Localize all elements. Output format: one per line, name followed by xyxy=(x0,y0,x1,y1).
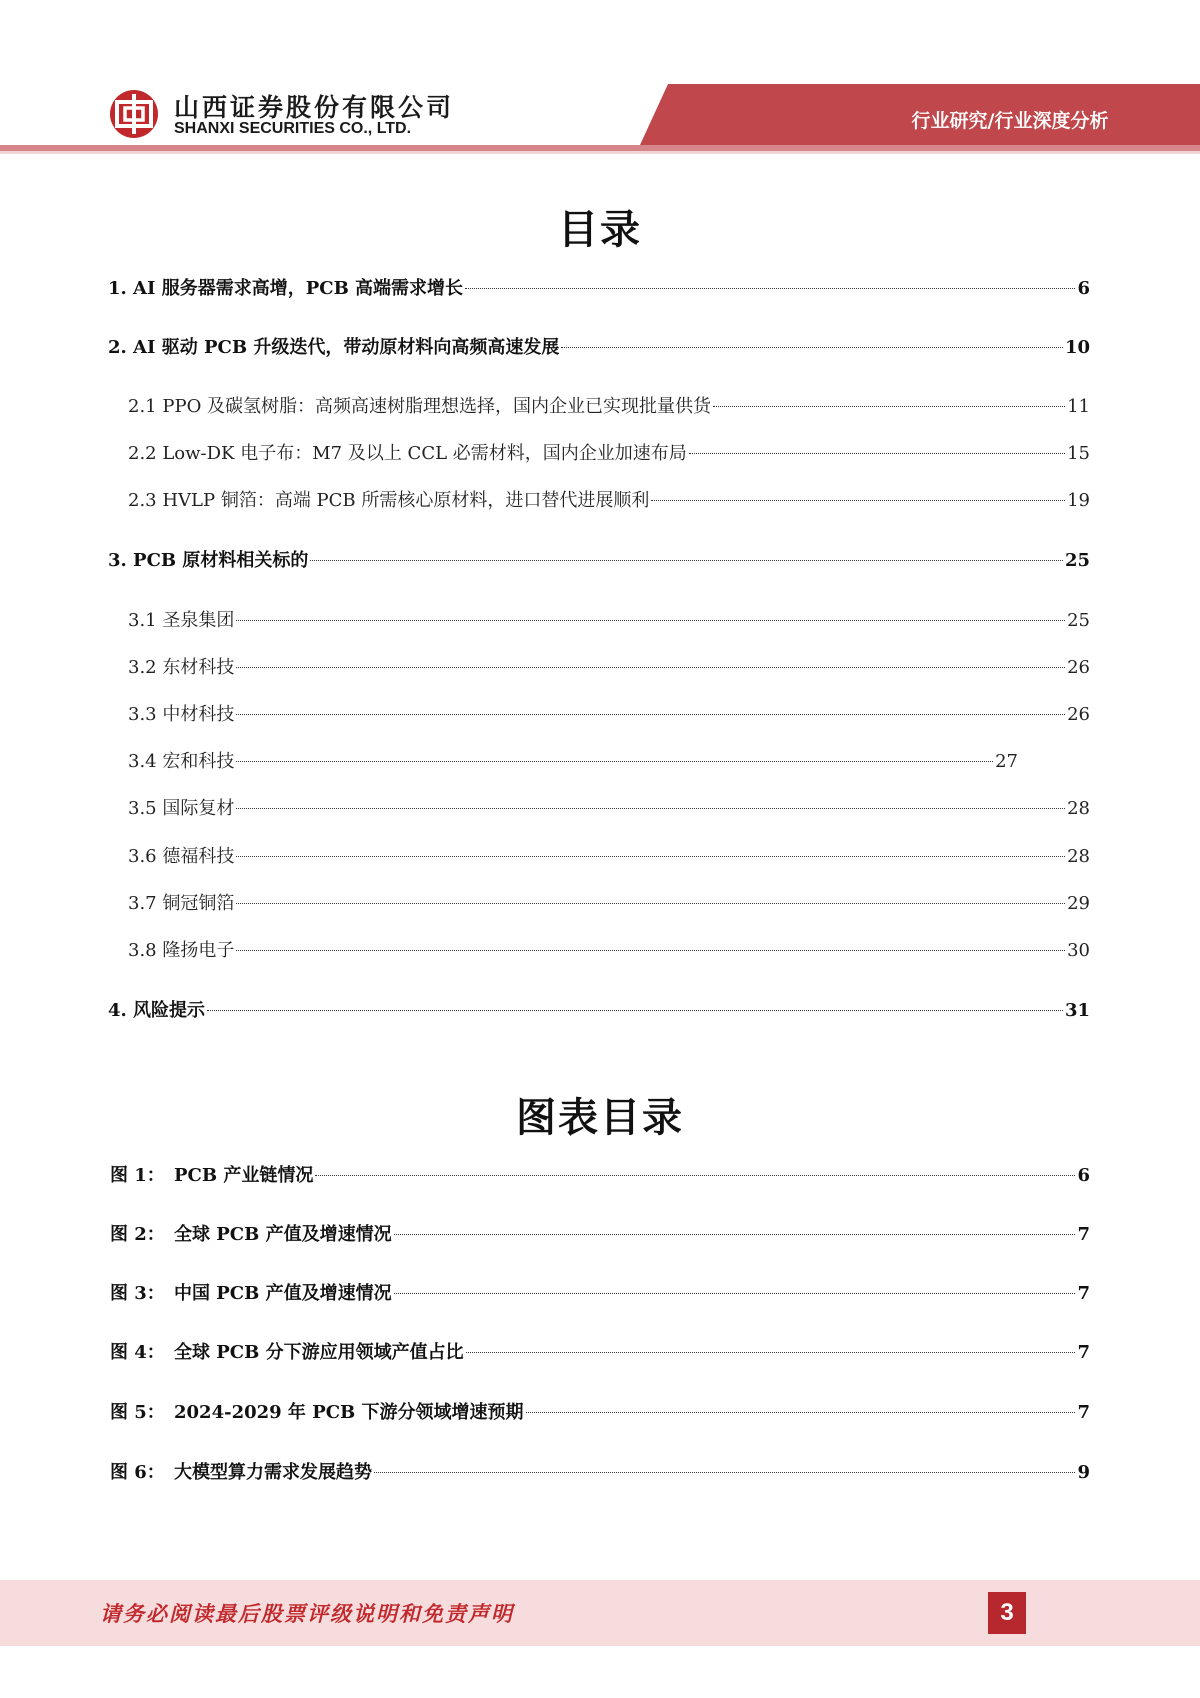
figure-entry-title: 大模型算力需求发展趋势 xyxy=(174,1462,372,1483)
toc-subentry[interactable] xyxy=(128,441,1090,467)
toc-entry-label: 2.3 HVLP 铜箔：高端 PCB 所需核心原材料，进口替代进展顺利 xyxy=(128,490,650,511)
toc-leader-dots xyxy=(713,406,1065,407)
figure-entry[interactable] xyxy=(110,1222,1090,1248)
disclaimer-notice: 请务必阅读最后股票评级说明和免责声明 xyxy=(100,1601,514,1626)
toc-entry-page: 29 xyxy=(1067,893,1090,914)
company-name-cn: 山西证券股份有限公司 xyxy=(174,93,455,122)
toc-leader-dots xyxy=(236,903,1065,904)
toc-leader-dots xyxy=(236,667,1065,668)
toc-leader-dots xyxy=(207,1010,1063,1011)
toc-entry-label: 3.2 东材科技 xyxy=(128,657,235,678)
toc-entry-page: 31 xyxy=(1064,1000,1090,1021)
toc-subentry[interactable] xyxy=(128,394,1090,420)
toc-entry-label: 1. AI 服务器需求高增，PCB 高端需求增长 xyxy=(108,278,464,299)
toc-title: 目录 xyxy=(558,207,642,253)
toc-leader-dots xyxy=(236,950,1065,951)
toc-entry[interactable] xyxy=(108,548,1090,574)
toc-entry-label: 3. PCB 原材料相关标的 xyxy=(108,550,309,571)
toc-entry[interactable] xyxy=(108,335,1090,361)
figure-entry-title: 2024-2029 年 PCB 下游分领域增速预期 xyxy=(174,1402,524,1423)
toc-entry-label: 3.8 隆扬电子 xyxy=(128,940,235,961)
toc-entry-page: 25 xyxy=(1067,610,1090,631)
figure-entry-number: 图 2： xyxy=(110,1224,165,1245)
figure-entry-page: 6 xyxy=(1077,1165,1090,1186)
toc-subentry[interactable] xyxy=(128,891,1090,917)
toc-entry-page: 10 xyxy=(1064,337,1090,358)
toc-leader-dots xyxy=(651,500,1065,501)
toc-leader-dots xyxy=(689,453,1065,454)
toc-entry-label: 2. AI 驱动 PCB 升级迭代，带动原材料向高频高速发展 xyxy=(108,337,560,358)
figure-entry-number: 图 6： xyxy=(110,1462,165,1483)
figure-entry-page: 7 xyxy=(1077,1224,1090,1245)
toc-entry-page: 26 xyxy=(1067,657,1090,678)
toc-entry-page: 11 xyxy=(1067,396,1090,417)
toc-leader-dots xyxy=(310,560,1063,561)
toc-entry[interactable] xyxy=(108,998,1090,1024)
toc-leader-dots xyxy=(394,1293,1076,1294)
toc-entry-page: 19 xyxy=(1067,490,1090,511)
toc-entry-label: 3.5 国际复材 xyxy=(128,798,235,819)
figure-entry-number: 图 4： xyxy=(110,1342,165,1363)
figures-title: 图表目录 xyxy=(516,1095,684,1141)
toc-entry-page: 28 xyxy=(1067,798,1090,819)
toc-leader-dots xyxy=(236,808,1065,809)
toc-leader-dots xyxy=(315,1175,1075,1176)
toc-entry-label: 3.4 宏和科技 xyxy=(128,751,235,772)
toc-subentry[interactable] xyxy=(128,655,1090,681)
toc-leader-dots xyxy=(236,620,1065,621)
toc-leader-dots xyxy=(236,714,1065,715)
toc-subentry[interactable] xyxy=(128,702,1090,728)
figure-entry-number: 图 1： xyxy=(110,1165,165,1186)
company-name-en: SHANXI SECURITIES CO., LTD. xyxy=(174,120,412,137)
toc-subentry[interactable] xyxy=(128,608,1090,634)
figure-entry[interactable] xyxy=(110,1400,1090,1426)
figure-entry-page: 9 xyxy=(1077,1462,1090,1483)
toc-subentry[interactable] xyxy=(128,938,1090,964)
toc-leader-dots xyxy=(394,1234,1076,1235)
toc-entry-label: 3.7 铜冠铜箔 xyxy=(128,893,235,914)
toc-leader-dots xyxy=(236,761,993,762)
toc-leader-dots xyxy=(561,347,1063,348)
figure-entry-number: 图 5： xyxy=(110,1402,165,1423)
page-number: 3 xyxy=(988,1592,1026,1634)
toc-subentry[interactable] xyxy=(128,796,1090,822)
toc-entry-page: 6 xyxy=(1077,278,1090,299)
figure-entry[interactable] xyxy=(110,1281,1090,1307)
figure-entry[interactable] xyxy=(110,1460,1090,1486)
toc-entry-page: 26 xyxy=(1067,704,1090,725)
figure-entry-page: 7 xyxy=(1077,1342,1090,1363)
figure-entry-title: 全球 PCB 分下游应用领域产值占比 xyxy=(174,1342,464,1363)
toc-leader-dots xyxy=(466,1352,1076,1353)
company-logo-icon xyxy=(108,88,160,140)
toc-subentry[interactable] xyxy=(128,488,1090,514)
toc-leader-dots xyxy=(236,856,1065,857)
toc-subentry[interactable] xyxy=(128,844,1090,870)
toc-entry-label: 4. 风险提示 xyxy=(108,1000,206,1021)
toc-entry[interactable] xyxy=(108,276,1090,302)
toc-entry-page: 28 xyxy=(1067,846,1090,867)
toc-entry-page: 30 xyxy=(1067,940,1090,961)
toc-entry-label: 2.2 Low-DK 电子布：M7 及以上 CCL 必需材料，国内企业加速布局 xyxy=(128,443,687,464)
toc-entry-page: 25 xyxy=(1064,550,1090,571)
figure-entry-page: 7 xyxy=(1077,1402,1090,1423)
toc-entry-label: 3.6 德福科技 xyxy=(128,846,235,867)
toc-entry-label: 2.1 PPO 及碳氢树脂：高频高速树脂理想选择，国内企业已实现批量供货 xyxy=(128,396,712,417)
figure-entry-title: 中国 PCB 产值及增速情况 xyxy=(174,1283,392,1304)
toc-leader-dots xyxy=(465,288,1075,289)
report-category: 行业研究/行业深度分析 xyxy=(911,110,1109,132)
toc-entry-label: 3.3 中材科技 xyxy=(128,704,235,725)
figure-entry-title: PCB 产业链情况 xyxy=(174,1165,314,1186)
toc-entry-page: 27 xyxy=(995,751,1018,772)
page-footer xyxy=(0,1580,1200,1646)
figure-entry-title: 全球 PCB 产值及增速情况 xyxy=(174,1224,392,1245)
toc-entry-page: 15 xyxy=(1067,443,1090,464)
figure-entry-number: 图 3： xyxy=(110,1283,165,1304)
figure-entry[interactable] xyxy=(110,1163,1090,1189)
header-divider-light xyxy=(0,151,1200,154)
figure-entry[interactable] xyxy=(110,1340,1090,1366)
toc-leader-dots xyxy=(526,1412,1076,1413)
toc-subentry[interactable] xyxy=(128,749,1018,775)
figure-entry-page: 7 xyxy=(1077,1283,1090,1304)
toc-leader-dots xyxy=(374,1472,1075,1473)
toc-entry-label: 3.1 圣泉集团 xyxy=(128,610,235,631)
page-header xyxy=(0,0,1200,165)
